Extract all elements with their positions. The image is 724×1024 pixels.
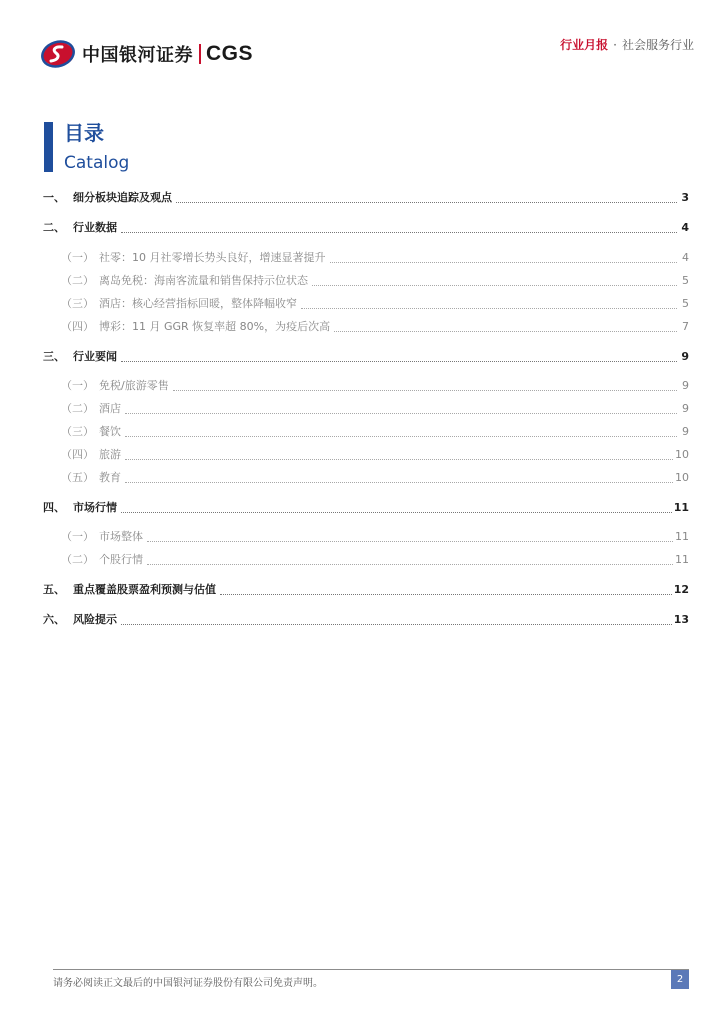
- toc-entry[interactable]: [43, 445, 689, 465]
- company-logo: [40, 36, 253, 72]
- toc-entry-page: 11: [675, 530, 689, 543]
- toc-entry-number: （三）: [61, 297, 94, 310]
- toc-entry-number: （一）: [61, 251, 94, 264]
- header-report-info: [560, 36, 694, 53]
- catalog-title-block: [44, 122, 129, 174]
- toc-entry-page: 11: [675, 553, 689, 566]
- footer-divider: [53, 969, 689, 970]
- toc-entry-label: 细分板块追踪及观点: [73, 191, 172, 204]
- toc-entry-number: （四）: [61, 320, 94, 333]
- title-accent-bar: [44, 122, 53, 172]
- toc-entry-number: （一）: [61, 379, 94, 392]
- toc-leader-dots: [334, 321, 677, 332]
- toc-entry-number: （三）: [61, 425, 94, 438]
- toc-entry[interactable]: [43, 498, 689, 518]
- galaxy-logo-icon: [40, 40, 76, 68]
- toc-entry-label: 行业数据: [73, 221, 117, 234]
- toc-entry[interactable]: [43, 347, 689, 367]
- toc-entry[interactable]: [43, 527, 689, 547]
- industry-name: 社会服务行业: [621, 38, 694, 52]
- toc-entry-label: 市场行情: [73, 501, 117, 514]
- logo-chinese-name: 中国银河证券: [82, 45, 193, 66]
- catalog-title-en: Catalog: [64, 153, 130, 173]
- report-type: 行业月报: [560, 38, 609, 52]
- toc-entry-number: 四、: [43, 501, 65, 514]
- toc-entry-label: 市场整体: [99, 530, 143, 543]
- toc-leader-dots: [125, 403, 677, 414]
- toc-entry[interactable]: [43, 399, 689, 419]
- toc-entry-number: （五）: [61, 471, 94, 484]
- toc-entry-number: 五、: [43, 583, 65, 596]
- toc-leader-dots: [312, 275, 677, 286]
- toc-entry-page: 9: [682, 425, 689, 438]
- toc-leader-dots: [176, 192, 677, 203]
- toc-entry-page: 10: [675, 471, 689, 484]
- toc-entry[interactable]: [43, 248, 689, 268]
- toc-entry[interactable]: [43, 580, 689, 600]
- toc-entry[interactable]: [43, 271, 689, 291]
- toc-entry[interactable]: [43, 422, 689, 442]
- toc-entry-label: 酒店：核心经营指标回暖，整体降幅收窄: [99, 297, 297, 310]
- toc-entry-page: 7: [682, 320, 689, 333]
- toc-entry-page: 12: [673, 583, 689, 596]
- page-header: [40, 36, 694, 76]
- toc-entry-page: 9: [682, 379, 689, 392]
- catalog-title-cn: 目录: [64, 121, 104, 145]
- toc-leader-dots: [121, 614, 672, 625]
- toc-entry-page: 4: [681, 221, 689, 234]
- toc-entry-number: 三、: [43, 350, 65, 363]
- toc-entry[interactable]: [43, 317, 689, 337]
- toc-entry[interactable]: [43, 376, 689, 396]
- toc-leader-dots: [301, 298, 677, 309]
- toc-entry-number: （四）: [61, 448, 94, 461]
- toc-entry-page: 5: [682, 297, 689, 310]
- toc-entry-label: 行业要闻: [73, 350, 117, 363]
- toc-entry-label: 博彩：11 月 GGR 恢复率超 80%，为疫后次高: [99, 320, 331, 333]
- toc-entry-label: 重点覆盖股票盈利预测与估值: [73, 583, 216, 596]
- toc-entry-page: 5: [682, 274, 689, 287]
- toc-entry-number: （二）: [61, 553, 94, 566]
- toc-entry[interactable]: [43, 218, 689, 238]
- toc-entry[interactable]: [43, 550, 689, 570]
- footer-disclaimer: 请务必阅读正文最后的中国银河证券股份有限公司免责声明。: [53, 978, 323, 989]
- toc-entry-label: 旅游: [99, 448, 121, 461]
- toc-entry-number: 二、: [43, 221, 65, 234]
- toc-leader-dots: [220, 584, 672, 595]
- toc-leader-dots: [147, 554, 673, 565]
- toc-entry-page: 13: [673, 613, 689, 626]
- logo-divider: [199, 44, 201, 64]
- toc-leader-dots: [330, 252, 678, 263]
- toc-entry-label: 免税/旅游零售: [99, 379, 169, 392]
- logo-english-name: CGS: [206, 42, 254, 65]
- toc-entry-number: 六、: [43, 613, 65, 626]
- toc-entry-label: 餐饮: [99, 425, 121, 438]
- toc-entry[interactable]: [43, 294, 689, 314]
- toc-entry-label: 教育: [99, 471, 121, 484]
- toc-entry-number: （二）: [61, 402, 94, 415]
- toc-entry-page: 10: [675, 448, 689, 461]
- toc-leader-dots: [173, 380, 677, 391]
- toc-entry-label: 个股行情: [99, 553, 143, 566]
- toc-entry-label: 离岛免税：海南客流量和销售保持示位状态: [99, 274, 308, 287]
- page-number-badge: 2: [671, 970, 689, 989]
- toc-entry[interactable]: [43, 468, 689, 488]
- toc-entry-page: 9: [681, 350, 689, 363]
- toc-leader-dots: [121, 351, 677, 362]
- toc-entry-page: 9: [682, 402, 689, 415]
- toc-entry[interactable]: [43, 610, 689, 630]
- toc-leader-dots: [125, 426, 677, 437]
- toc-entry-number: （一）: [61, 530, 94, 543]
- toc-entry-page: 3: [681, 191, 689, 204]
- toc-leader-dots: [121, 222, 677, 233]
- toc-leader-dots: [147, 531, 673, 542]
- toc-leader-dots: [121, 502, 672, 513]
- toc-entry-page: 11: [673, 501, 689, 514]
- toc-entry-page: 4: [682, 251, 689, 264]
- toc-entry[interactable]: [43, 188, 689, 208]
- toc-entry-number: （二）: [61, 274, 94, 287]
- toc-leader-dots: [125, 449, 673, 460]
- toc-entry-label: 酒店: [99, 402, 121, 415]
- toc-entry-number: 一、: [43, 191, 65, 204]
- toc-leader-dots: [125, 472, 673, 483]
- toc-entry-label: 风险提示: [73, 613, 117, 626]
- header-separator: ·: [613, 38, 617, 52]
- toc-entry-label: 社零：10 月社零增长势头良好，增速显著提升: [99, 251, 326, 264]
